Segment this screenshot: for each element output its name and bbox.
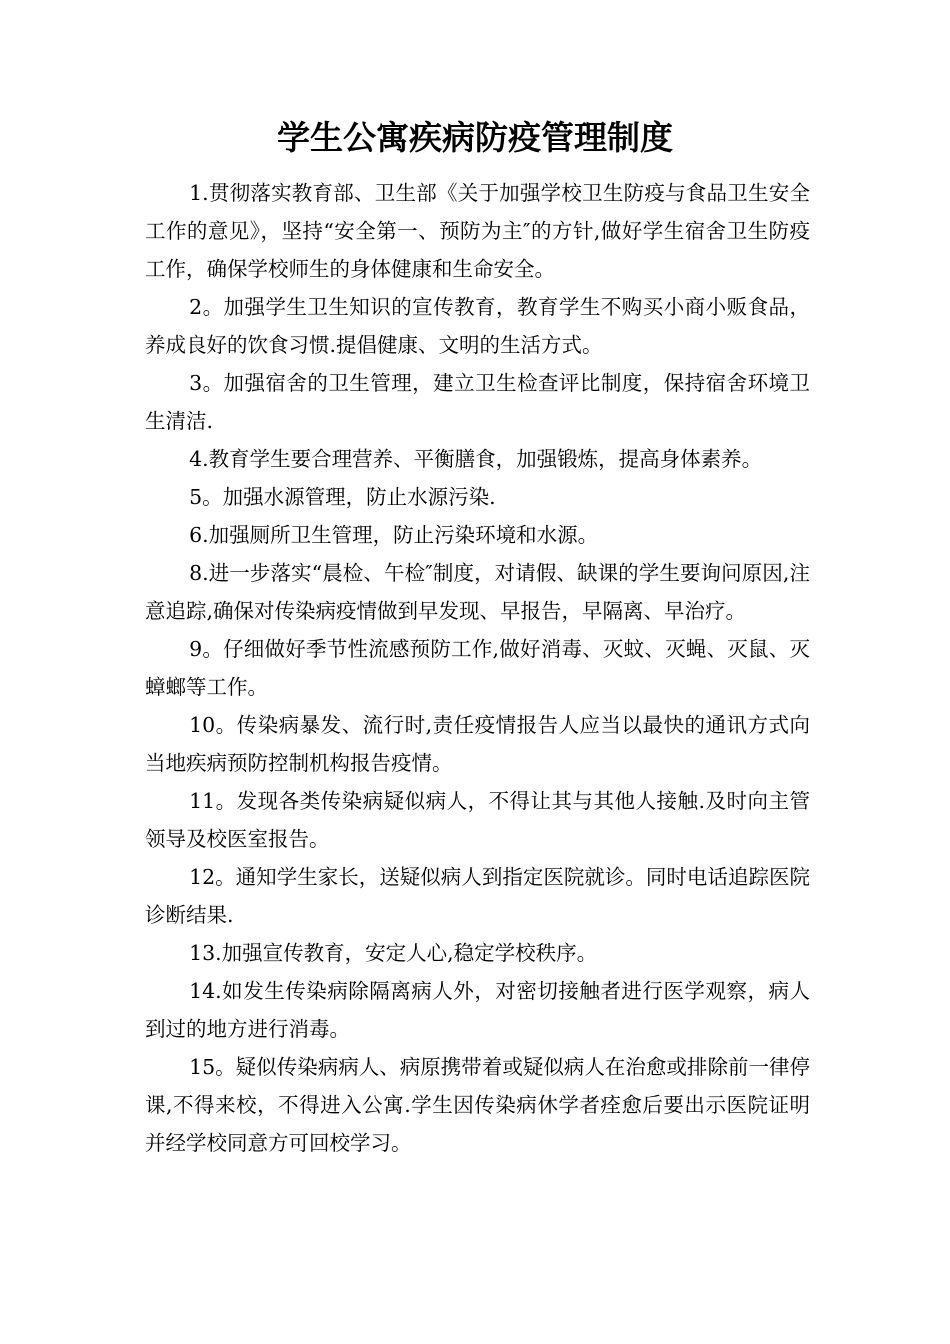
paragraph-item-1: 1.贯彻落实教育部、卫生部《关于加强学校卫生防疫与食品卫生安全工作的意见》，坚持“安全第一、预防为主″的方针,做好学生宿舍卫生防疫工作，确保学校师生的身体健康和生命安全。: [145, 181, 810, 281]
paragraph-item-12: 12。通知学生家长，送疑似病人到指定医院就诊。同时电话追踪医院诊断结果.: [145, 865, 810, 927]
paragraph-item-14: 14.如发生传染病除隔离病人外，对密切接触者进行医学观察，病人到过的地方进行消毒。: [145, 979, 810, 1041]
paragraph-item-3: 3。加强宿舍的卫生管理，建立卫生检查评比制度，保持宿舍环境卫生清洁.: [145, 371, 810, 433]
paragraph-item-13: 13.加强宣传教育，安定人心,稳定学校秩序。: [189, 941, 598, 965]
paragraph-item-2: 2。加强学生卫生知识的宣传教育，教育学生不购买小商小贩食品，养成良好的饮食习惯.提倡健康、文明的生活方式。: [145, 295, 810, 357]
paragraph-item-11: 11。发现各类传染病疑似病人，不得让其与其他人接触.及时向主管领导及校医室报告。: [145, 789, 810, 851]
paragraph-item-5: 5。加强水源管理，防止水源污染.: [189, 485, 496, 509]
paragraph-item-15: 15。疑似传染病病人、病原携带着或疑似病人在治愈或排除前一律停课,不得来校，不得进入公寓.学生因传染病休学者痊愈后要出示医院证明并经学校同意方可回校学习。: [145, 1055, 810, 1155]
paragraph-item-4: 4.教育学生要合理营养、平衡膳食，加强锻炼，提高身体素养。: [189, 447, 763, 471]
document-body: [145, 174, 810, 1162]
paragraph-item-8: 8.进一步落实“晨检、午检″制度，对请假、缺课的学生要询问原因,注意追踪,确保对传染病疫情做到早发现、早报告，早隔离、早治疗。: [145, 561, 810, 623]
paragraph-item-10: 10。传染病暴发、流行时,责任疫情报告人应当以最快的通讯方式向当地疾病预防控制机构报告疫情。: [145, 713, 810, 775]
paragraph-item-6: 6.加强厕所卫生管理，防止污染环境和水源。: [189, 523, 599, 547]
document-title: 学生公寓疾病防疫管理制度: [277, 118, 673, 157]
paragraph-item-9: 9。仔细做好季节性流感预防工作,做好消毒、灭蚊、灭蝇、灭鼠、灭蟑螂等工作。: [145, 637, 810, 699]
